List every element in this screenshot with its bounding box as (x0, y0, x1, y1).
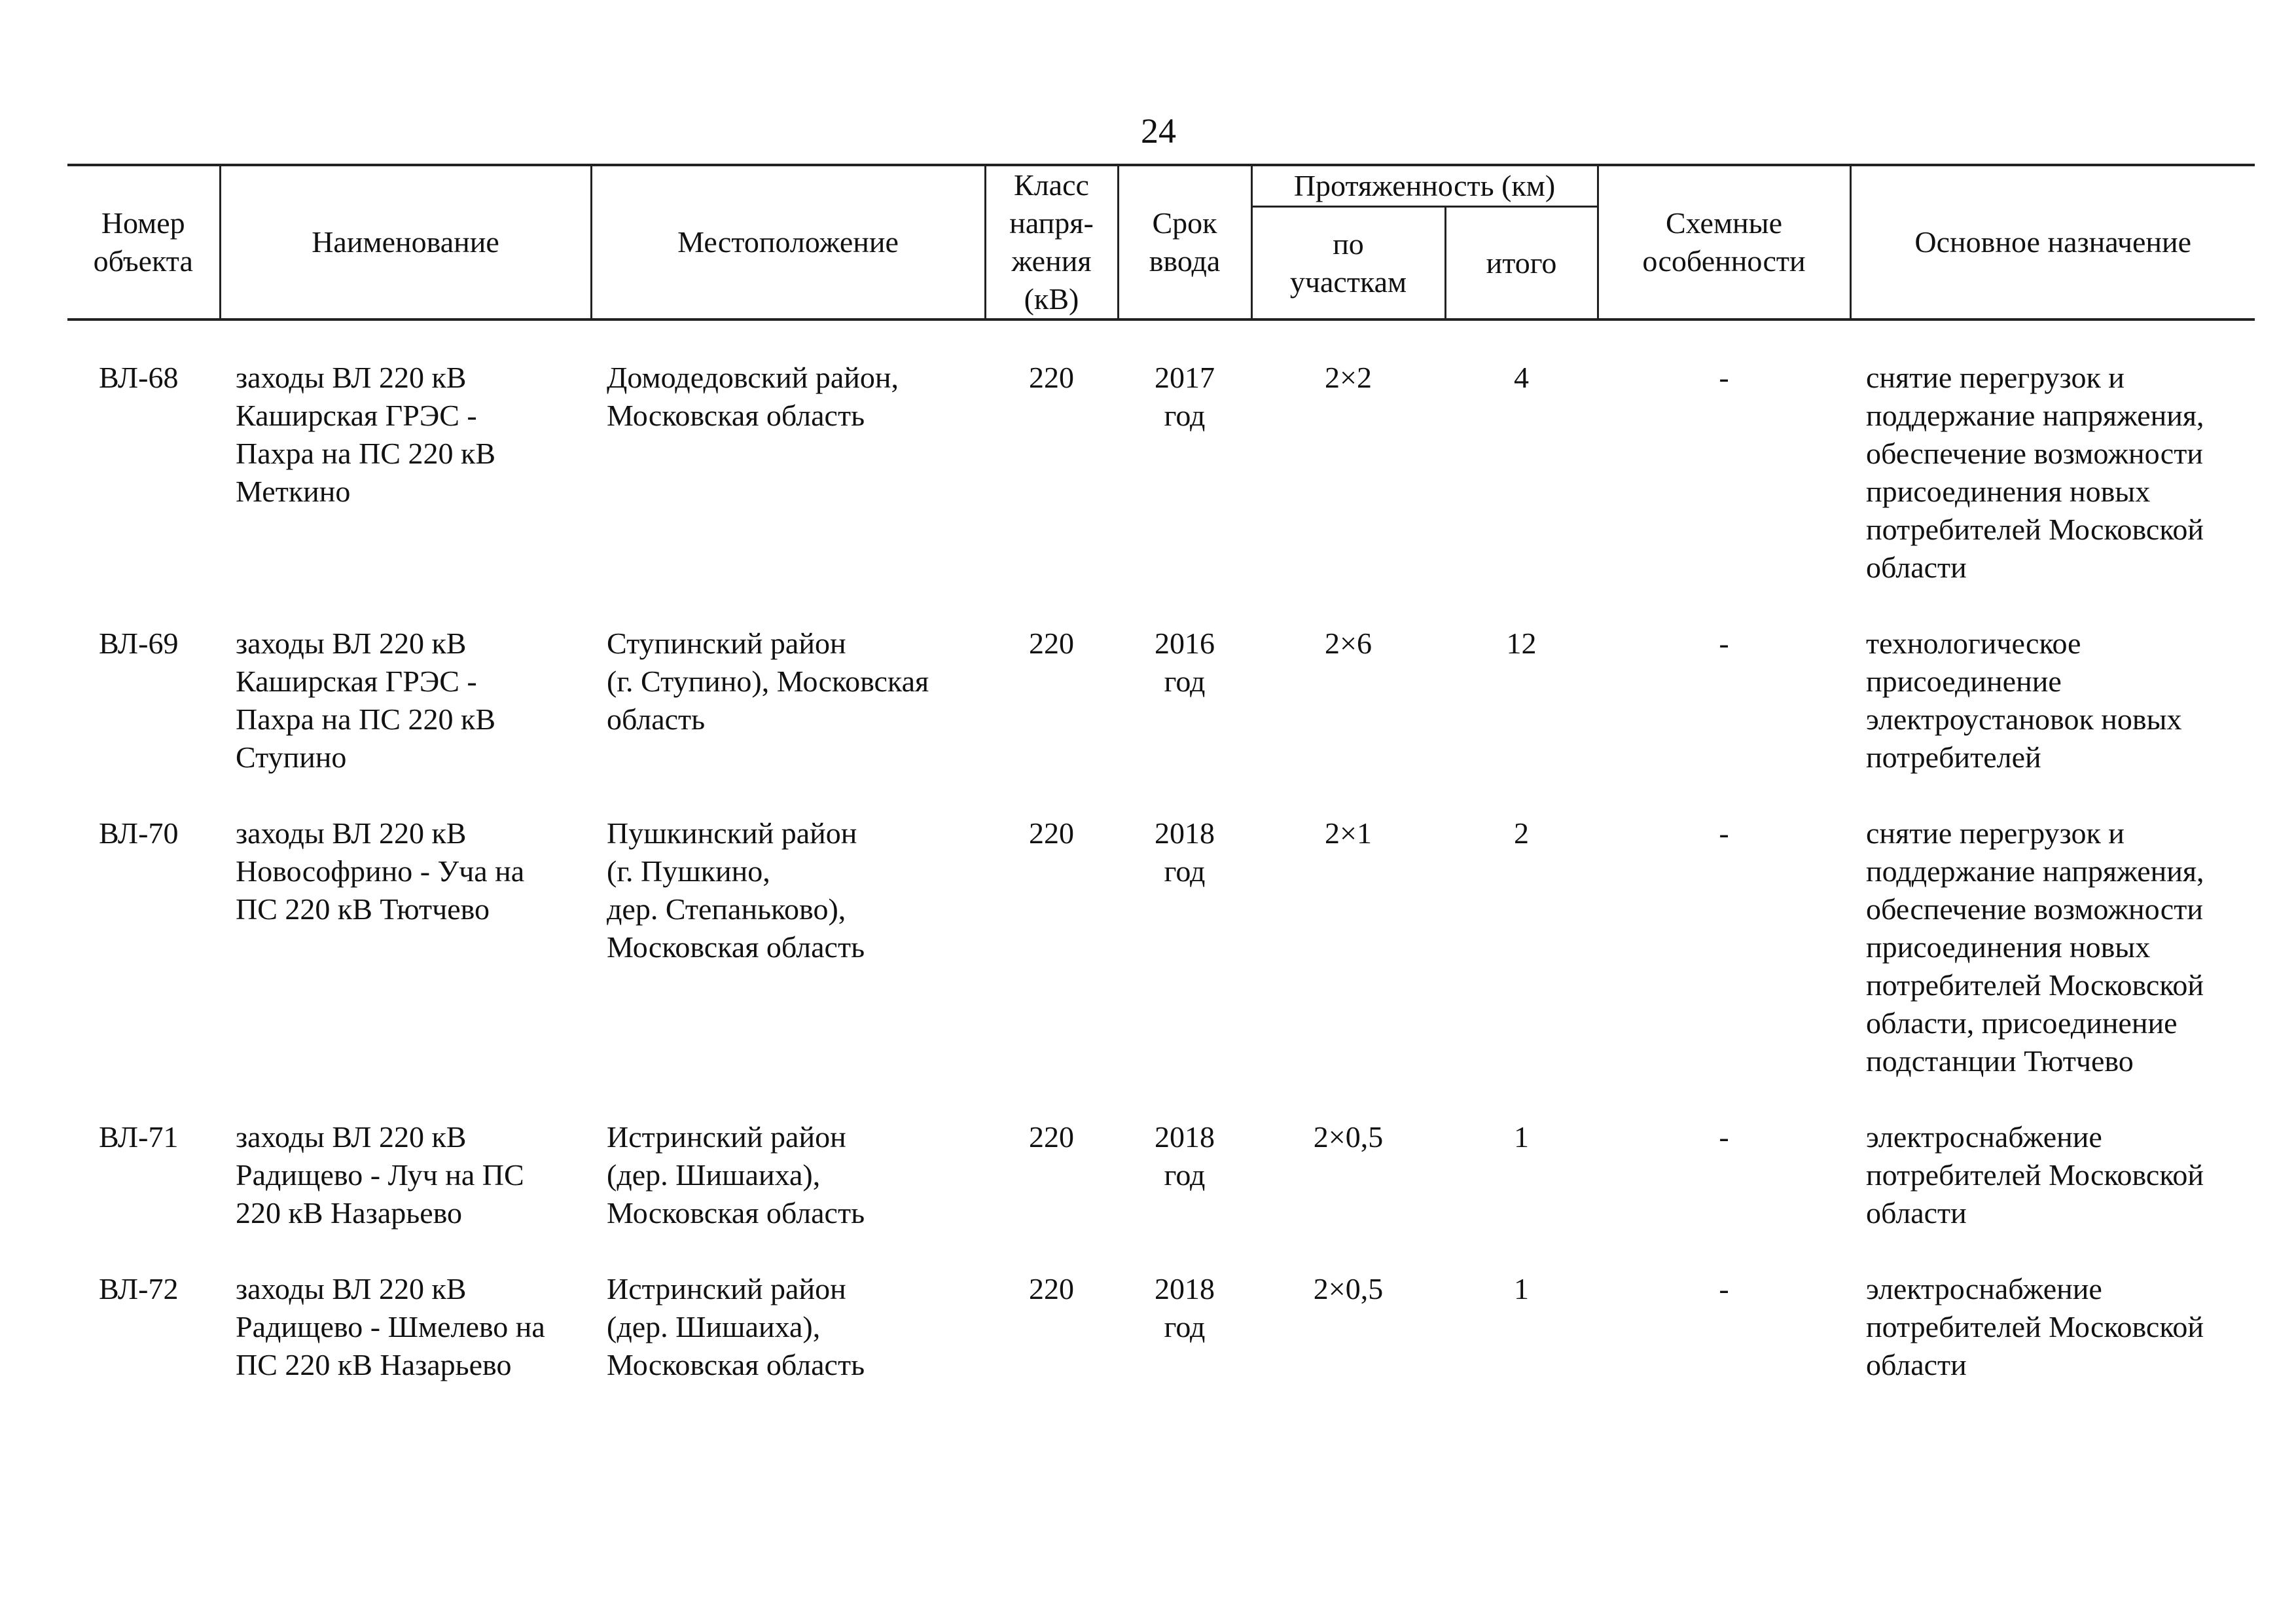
row-spacer (67, 319, 2255, 359)
cell-date: 2016 год (1155, 627, 1215, 698)
cell-location: Ступинский район (г. Ступино), Московская область (607, 627, 929, 736)
cell-voltage: 220 (1029, 627, 1074, 660)
cell-name: заходы ВЛ 220 кВ Каширская ГРЭС - Пахра на ПС 220 кВ Меткино (236, 361, 496, 508)
table-row (67, 359, 2255, 587)
table-row (67, 1118, 2255, 1232)
cell-voltage: 220 (1029, 816, 1074, 850)
cell-length-by-sections: 2×2 (1325, 361, 1372, 394)
header-scheme-features: Схемные особенности (1598, 165, 1850, 319)
cell-object-number: ВЛ-71 (99, 1120, 179, 1154)
cell-object-number: ВЛ-68 (99, 361, 179, 394)
cell-voltage: 220 (1029, 361, 1074, 394)
cell-main-purpose: технологическое присоединение электроустановок новых потребителей (1866, 627, 2182, 774)
header-location: Местоположение (591, 165, 985, 319)
cell-length-total: 12 (1506, 627, 1537, 660)
cell-date: 2017 год (1155, 361, 1215, 432)
cell-main-purpose: электроснабжение потребителей Московской области (1866, 1272, 2204, 1381)
cell-main-purpose: снятие перегрузок и поддержание напряжения, обеспечение возможности присоединения новых потребителей Московской области (1866, 361, 2204, 584)
row-spacer (67, 776, 2255, 814)
cell-date: 2018 год (1155, 1272, 1215, 1343)
row-spacer (67, 1080, 2255, 1118)
cell-object-number: ВЛ-69 (99, 627, 179, 660)
cell-scheme-features: - (1719, 627, 1729, 660)
header-length-by-sections: по участкам (1251, 207, 1445, 319)
cell-location: Домодедовский район, Московская область (607, 361, 899, 432)
table-row (67, 1270, 2255, 1384)
table-row (67, 625, 2255, 776)
header-name: Наименование (220, 165, 591, 319)
cell-length-by-sections: 2×6 (1325, 627, 1372, 660)
row-spacer (67, 587, 2255, 625)
cell-location: Пушкинский район (г. Пушкино, дер. Степаньково), Московская область (607, 816, 865, 964)
row-spacer (67, 1232, 2255, 1270)
cell-date: 2018 год (1155, 1120, 1215, 1192)
header-length-total: итого (1445, 207, 1598, 319)
cell-length-total: 1 (1514, 1120, 1529, 1154)
cell-object-number: ВЛ-72 (99, 1272, 179, 1305)
cell-name: заходы ВЛ 220 кВ Радищево - Шмелево на ПС 220 кВ Назарьево (236, 1272, 545, 1381)
cell-location: Истринский район (дер. Шишаиха), Московская область (607, 1272, 865, 1381)
header-voltage-class: Класс напря- жения (кВ) (985, 165, 1118, 319)
cell-scheme-features: - (1719, 816, 1729, 850)
cell-date: 2018 год (1155, 816, 1215, 888)
header-object-number: Номер объекта (67, 165, 220, 319)
cell-main-purpose: электроснабжение потребителей Московской области (1866, 1120, 2204, 1230)
cell-length-total: 4 (1514, 361, 1529, 394)
cell-length-total: 2 (1514, 816, 1529, 850)
page-number: 24 (1141, 111, 1176, 151)
table-row (67, 814, 2255, 1080)
cell-length-by-sections: 2×0,5 (1313, 1272, 1384, 1305)
table-header (67, 165, 2255, 319)
objects-table (67, 164, 2255, 1384)
cell-name: заходы ВЛ 220 кВ Новософрино - Уча на ПС 220 кВ Тютчево (236, 816, 525, 926)
table-body (67, 319, 2255, 1384)
cell-scheme-features: - (1719, 1272, 1729, 1305)
header-main-purpose: Основное назначение (1850, 165, 2255, 319)
cell-name: заходы ВЛ 220 кВ Каширская ГРЭС - Пахра на ПС 220 кВ Ступино (236, 627, 496, 774)
header-length-group: Протяженность (км) (1251, 165, 1598, 207)
cell-length-by-sections: 2×0,5 (1313, 1120, 1384, 1154)
cell-length-by-sections: 2×1 (1325, 816, 1372, 850)
cell-voltage: 220 (1029, 1272, 1074, 1305)
cell-length-total: 1 (1514, 1272, 1529, 1305)
cell-name: заходы ВЛ 220 кВ Радищево - Луч на ПС 220 кВ Назарьево (236, 1120, 524, 1230)
cell-scheme-features: - (1719, 1120, 1729, 1154)
cell-scheme-features: - (1719, 361, 1729, 394)
header-commission-date: Срок ввода (1118, 165, 1251, 319)
cell-location: Истринский район (дер. Шишаиха), Московская область (607, 1120, 865, 1230)
cell-object-number: ВЛ-70 (99, 816, 179, 850)
cell-voltage: 220 (1029, 1120, 1074, 1154)
cell-main-purpose: снятие перегрузок и поддержание напряжения, обеспечение возможности присоединения новых потребителей Московской области, присоединение подстанции Тютчево (1866, 816, 2204, 1078)
